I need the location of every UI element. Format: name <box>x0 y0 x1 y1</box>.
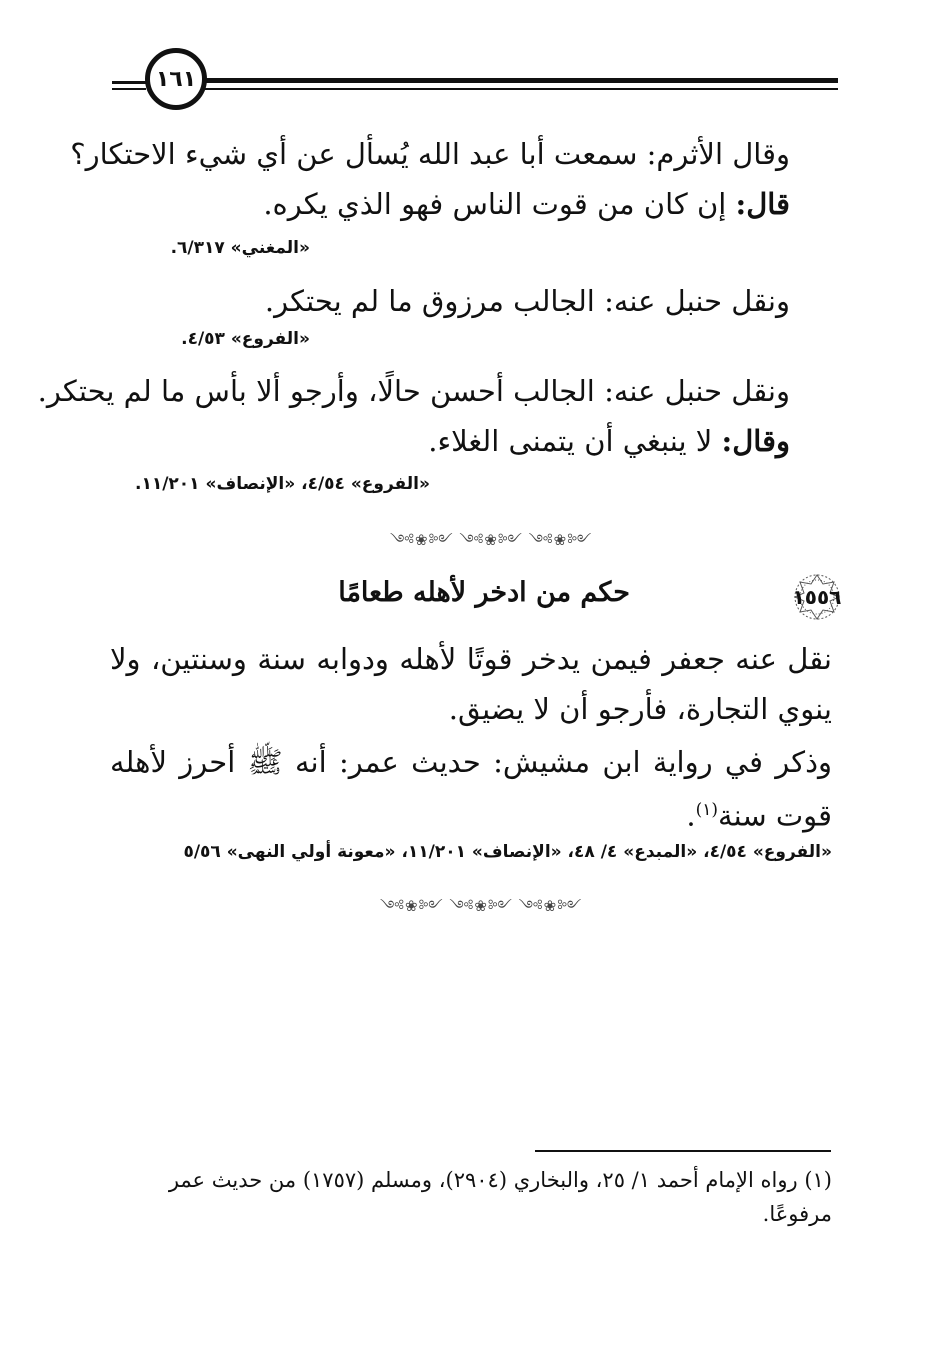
text-span: . <box>686 798 696 833</box>
source-citation: «الفروع» ٤/٥٣. <box>181 329 310 349</box>
text-line <box>110 422 790 460</box>
footnote-reference[interactable]: (١) <box>695 800 719 820</box>
section-title: حكم من ادخر لأهله طعامًا <box>338 577 630 608</box>
footnote-marker: (١) <box>804 1168 832 1192</box>
text-span: وذكر في رواية ابن مشيش: حديث عمر: أنه ﷺ أحرز لأهله قوت سنة <box>110 745 832 833</box>
page-number: ١٦١ <box>145 48 207 110</box>
footnote <box>110 1163 832 1231</box>
text-line: ونقل حنبل عنه: الجالب مرزوق ما لم يحتكر. <box>264 284 790 318</box>
header-rule <box>112 88 146 90</box>
footnote-text: رواه الإمام أحمد ١/ ٢٥، والبخاري (٢٩٠٤)، ومسلم (١٧٥٧) من حديث عمر مرفوعًا. <box>168 1168 832 1226</box>
text-span: لا ينبغي أن يتمنى الغلاء. <box>428 424 722 458</box>
paragraph <box>110 738 832 840</box>
header-rule <box>205 88 838 90</box>
source-citation: «المغني» ٦/٣١٧. <box>170 238 310 258</box>
paragraph: نقل عنه جعفر فيمن يدخر قوتًا لأهله ودوابه سنة وسنتين، ولا ينوي التجارة، فأرجو أن لا يضيق. <box>110 642 832 726</box>
text-line: ونقل حنبل عنه: الجالب أحسن حالًا، وأرجو ألا بأس ما لم يحتكر. <box>37 374 790 408</box>
ornament-divider: ༺❀༻ ༺❀༻ ༺❀༻ <box>380 897 583 915</box>
text-line: وقال الأثرم: سمعت أبا عبد الله يُسأل عن أي شيء الاحتكار؟ <box>70 137 790 171</box>
text-line <box>110 185 790 223</box>
ornament-divider: ༺❀༻ ༺❀༻ ༺❀༻ <box>390 531 593 549</box>
source-citation: «الفروع» ٤/٥٤، «الإنصاف» ١١/٢٠١. <box>134 474 430 494</box>
section-number: ١٥٥٦ <box>792 585 842 609</box>
header-rule <box>112 81 146 84</box>
header-rule <box>205 78 838 83</box>
speaker-label: قال: <box>735 187 790 221</box>
source-citation: «الفروع» ٤/٥٤، «المبدع» ٤/ ٤٨، «الإنصاف» ١١/٢٠١، «معونة أولي النهى» ٥/٥٦ <box>183 842 832 862</box>
section-number-badge <box>792 572 842 622</box>
footnote-rule <box>535 1150 831 1152</box>
speaker-label: وقال: <box>721 424 790 458</box>
text-span: إن كان من قوت الناس فهو الذي يكره. <box>263 187 736 221</box>
